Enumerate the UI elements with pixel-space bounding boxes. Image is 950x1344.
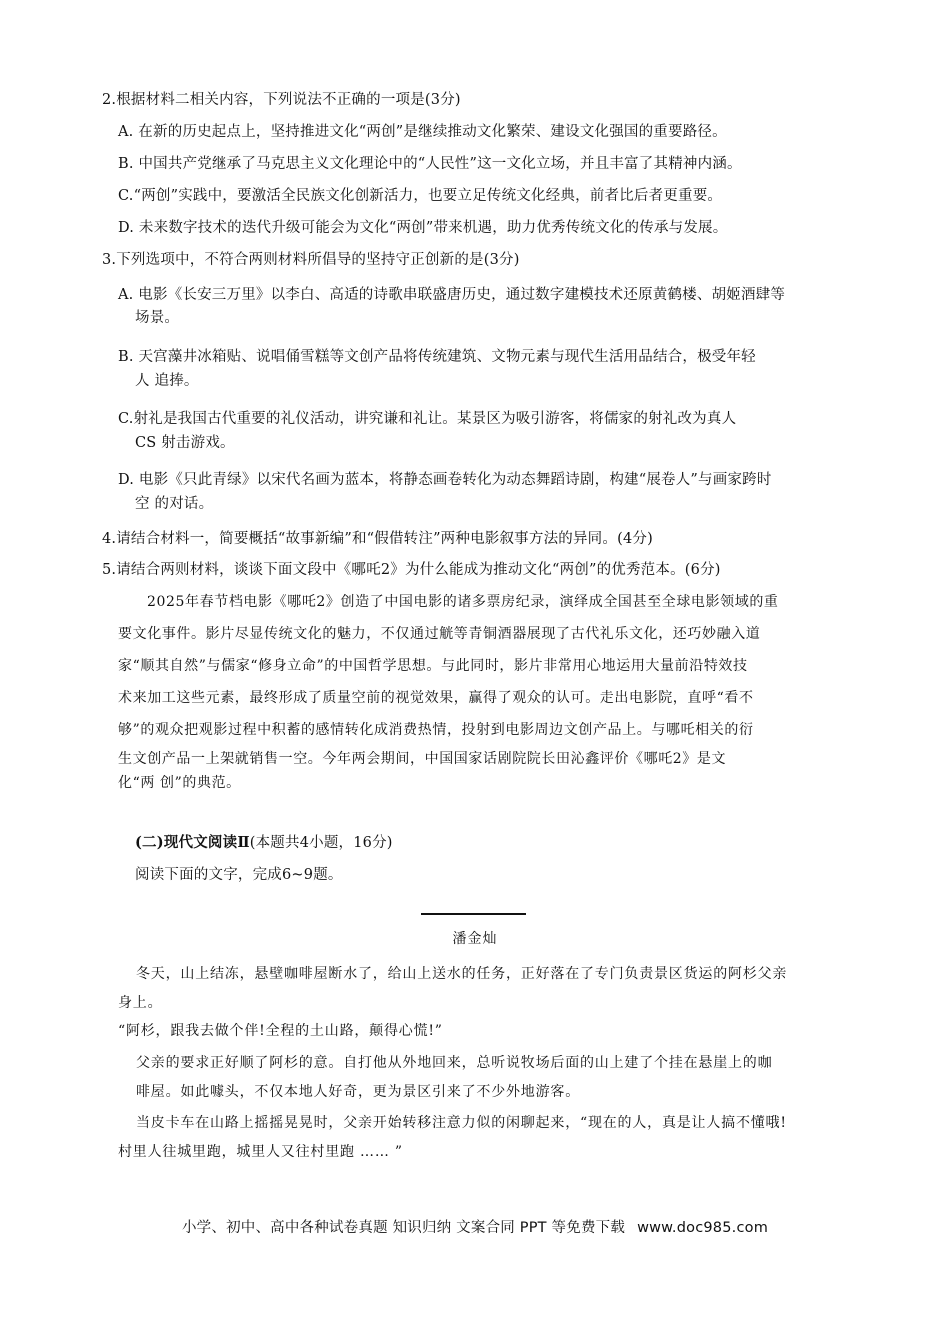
question-4-stem: 4.请结合材料一，简要概括“故事新编”和“假借转注”两种电影叙事方法的异同。(4分) <box>102 531 653 547</box>
story-line-4: 父亲的要求正好顺了阿杉的意。自打他从外地回来，总听说牧场后面的山上建了个挂在悬崖上的咖 <box>136 1055 773 1071</box>
question-5-passage-line2: 要文化事件。影片尽显传统文化的魅力，不仅通过觥等青铜酒器展现了古代礼乐文化，还巧妙融入道 <box>118 626 761 642</box>
question-5-passage-line3: 家“顺其自然”与儒家“修身立命”的中国哲学思想。与此同时，影片非常用心地运用大量前沿特效技 <box>118 658 748 674</box>
section-heading-detail: (本题共4小题，16分) <box>249 835 393 851</box>
story-title-rule <box>421 913 526 915</box>
question-2-option-c: C.“两创”实践中，要激活全民族文化创新活力，也要立足传统文化经典，前者比后者更重要。 <box>118 188 723 204</box>
section-heading <box>135 834 393 852</box>
question-2-stem: 2.根据材料二相关内容，下列说法不正确的一项是(3分) <box>102 92 461 108</box>
story-line-3: “阿杉，跟我去做个伴!全程的土山路，颠得心慌!” <box>118 1023 443 1039</box>
question-3-option-b-line1: B. 天宫藻井冰箱贴、说唱俑雪糕等文创产品将传统建筑、文物元素与现代生活用品结合，极受年轻 <box>118 349 756 365</box>
question-2-option-a: A. 在新的历史起点上，坚持推进文化“两创”是继续推动文化繁荣、建设文化强国的重要路径。 <box>118 124 727 140</box>
question-2-option-d: D. 未来数字技术的迭代升级可能会为文化“两创”带来机遇，助力优秀传统文化的传承与发展。 <box>118 220 728 236</box>
section-heading-title: (二)现代文阅读Ⅱ <box>135 834 250 851</box>
question-3-option-d-line2: 空 的对话。 <box>135 496 214 512</box>
question-5-passage-line6: 生文创产品一上架就销售一空。今年两会期间，中国国家话剧院院长田沁鑫评价《哪吒2》是文 <box>118 751 727 767</box>
footer-text: 小学、初中、高中各种试卷真题 知识归纳 文案合同 PPT 等免费下载 <box>181 1220 626 1236</box>
question-3-option-c-line1: C.射礼是我国古代重要的礼仪活动，讲究谦和礼让。某景区为吸引游客，将儒家的射礼改为真人 <box>118 411 737 427</box>
story-line-2: 身上。 <box>118 995 163 1011</box>
story-line-5: 啡屋。如此噱头，不仅本地人好奇，更为景区引来了不少外地游客。 <box>136 1084 580 1100</box>
story-line-6: 当皮卡车在山路上摇摇晃晃时，父亲开始转移注意力似的闲聊起来，“现在的人，真是让人搞不懂哦! <box>136 1115 787 1131</box>
question-5-passage-line1: 2025年春节档电影《哪吒2》创造了中国电影的诸多票房纪录，演绎成全国甚至全球电影领域的重 <box>147 594 779 610</box>
question-3-stem: 3.下列选项中，不符合两则材料所倡导的坚持守正创新的是(3分) <box>102 252 520 268</box>
page-footer <box>0 1219 950 1237</box>
question-2-option-b: B. 中国共产党继承了马克思主义文化理论中的“人民性”这一文化立场，并且丰富了其精神内涵。 <box>118 156 742 172</box>
question-3-option-a-line1: A. 电影《长安三万里》以李白、高适的诗歌串联盛唐历史，通过数字建模技术还原黄鹤楼、胡姬酒肆等 <box>118 287 786 303</box>
question-5-passage-line5: 够”的观众把观影过程中积蓄的感情转化成消费热情，投射到电影周边文创产品上。与哪吒相关的衍 <box>118 722 754 738</box>
question-5-stem: 5.请结合两则材料，谈谈下面文段中《哪吒2》为什么能成为推动文化“两创”的优秀范本。(6分) <box>102 562 721 578</box>
question-5-passage-line4: 术来加工这些元素，最终形成了质量空前的视觉效果，赢得了观众的认可。走出电影院，直呼“看不 <box>118 690 754 706</box>
question-3-option-b-line2: 人 追捧。 <box>135 373 199 389</box>
story-line-7: 村里人往城里跑，城里人又往村里跑 …… ” <box>118 1144 403 1160</box>
story-author: 潘金灿 <box>452 931 498 947</box>
question-5-passage-line7: 化“两 创”的典范。 <box>118 775 241 791</box>
question-3-option-c-line2: CS 射击游戏。 <box>135 435 235 451</box>
question-3-option-a-line2: 场景。 <box>135 310 180 326</box>
question-3-option-d-line1: D. 电影《只此青绿》以宋代名画为蓝本，将静态画卷转化为动态舞蹈诗剧，构建“展卷人”与画家跨时 <box>118 472 772 488</box>
section-instruction: 阅读下面的文字，完成6~9题。 <box>135 867 343 883</box>
footer-url-link[interactable]: www.doc985.com <box>637 1220 769 1236</box>
story-line-1: 冬天，山上结冻，悬壁咖啡屋断水了，给山上送水的任务，正好落在了专门负责景区货运的阿杉父亲 <box>136 966 788 982</box>
